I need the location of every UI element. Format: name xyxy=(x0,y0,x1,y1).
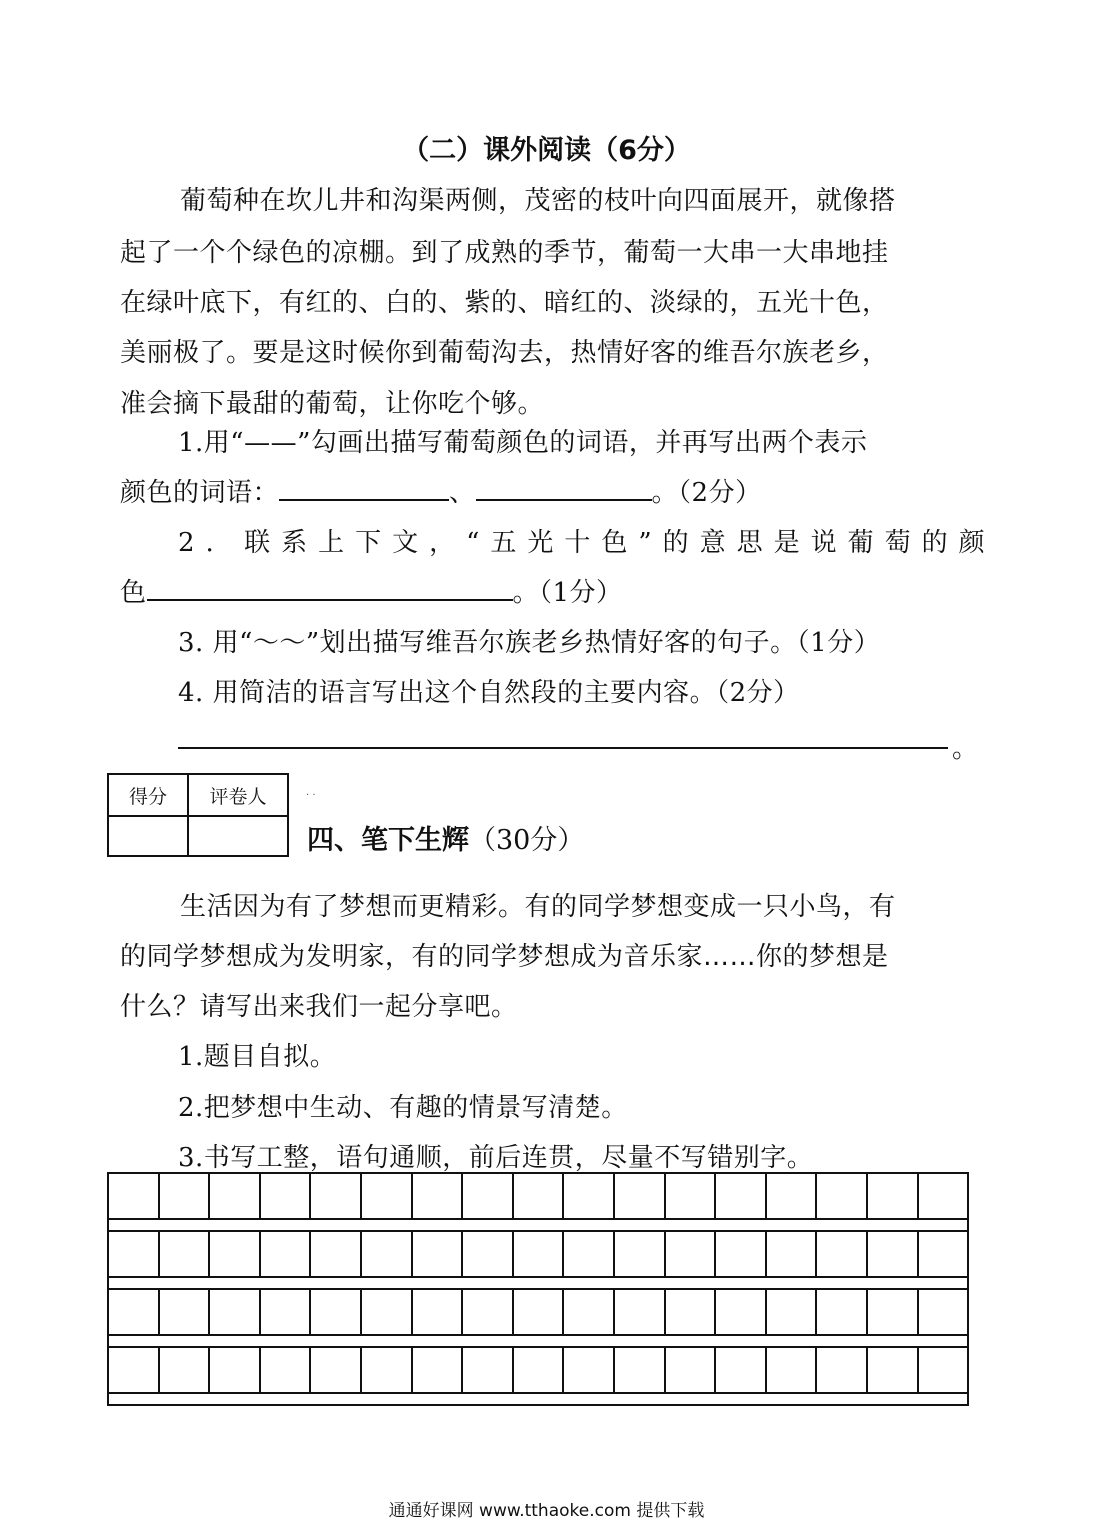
question-1-points: 。（2分） xyxy=(651,478,762,508)
stray-dots: · · xyxy=(306,790,316,801)
answer-blank-1[interactable] xyxy=(279,477,449,501)
grid-cell[interactable] xyxy=(261,1348,312,1392)
grid-cell[interactable] xyxy=(615,1348,666,1392)
question-2-prefix: 色 xyxy=(120,578,147,608)
grid-cell[interactable] xyxy=(311,1232,362,1276)
grid-cell[interactable] xyxy=(666,1232,717,1276)
grid-cell[interactable] xyxy=(463,1232,514,1276)
passage-line-1: 葡萄种在坎儿井和沟渠两侧，茂密的枝叶向四面展开，就像搭 xyxy=(180,186,896,216)
page-footer: 通通好课网 www.tthaoke.com 提供下载 xyxy=(388,1501,705,1521)
grid-cell[interactable] xyxy=(463,1348,514,1392)
grid-cell[interactable] xyxy=(160,1232,211,1276)
grid-cell[interactable] xyxy=(615,1174,666,1218)
passage-line-4: 美丽极了。要是这时候你到葡萄沟去，热情好客的维吾尔族老乡， xyxy=(120,338,889,368)
requirement-3: 3.书写工整，语句通顺，前后连贯，尽量不写错别字。 xyxy=(178,1143,814,1173)
prompt-line-1: 生活因为有了梦想而更精彩。有的同学梦想变成一只小鸟，有 xyxy=(180,892,896,922)
grid-cell[interactable] xyxy=(868,1348,919,1392)
grid-cell[interactable] xyxy=(463,1290,514,1334)
grid-cell[interactable] xyxy=(615,1232,666,1276)
question-1-text: 1.用“——”勾画出描写葡萄颜色的词语，并再写出两个表示 xyxy=(178,428,868,458)
grid-cell[interactable] xyxy=(109,1232,160,1276)
grid-cell[interactable] xyxy=(311,1290,362,1334)
grid-cell[interactable] xyxy=(261,1232,312,1276)
writing-section-heading: 四、笔下生辉 xyxy=(307,825,469,856)
grid-cell[interactable] xyxy=(413,1348,464,1392)
answer-blank-4[interactable] xyxy=(178,747,948,749)
grid-cell[interactable] xyxy=(362,1174,413,1218)
grid-cell[interactable] xyxy=(311,1348,362,1392)
grid-cell[interactable] xyxy=(666,1348,717,1392)
grid-cell[interactable] xyxy=(564,1348,615,1392)
grid-gap xyxy=(109,1276,967,1288)
grid-row xyxy=(109,1230,967,1276)
grid-cell[interactable] xyxy=(413,1174,464,1218)
question-1-prefix: 颜色的词语： xyxy=(120,478,280,508)
grid-row xyxy=(109,1346,967,1392)
grid-cell[interactable] xyxy=(261,1290,312,1334)
writing-grid xyxy=(107,1172,969,1406)
grid-row xyxy=(109,1174,967,1218)
prompt-line-3: 什么？请写出来我们一起分享吧。 xyxy=(120,992,518,1022)
grid-cell[interactable] xyxy=(615,1290,666,1334)
grid-gap xyxy=(109,1218,967,1230)
question-4-text: 4. 用简洁的语言写出这个自然段的主要内容。（2分） xyxy=(178,678,800,708)
grid-cell[interactable] xyxy=(716,1232,767,1276)
grid-cell[interactable] xyxy=(817,1290,868,1334)
writing-section-points: （30分） xyxy=(469,825,585,856)
question-2-points: 。（1分） xyxy=(512,578,623,608)
score-cell[interactable] xyxy=(108,816,188,856)
grid-cell[interactable] xyxy=(109,1174,160,1218)
grid-cell[interactable] xyxy=(160,1174,211,1218)
grid-cell[interactable] xyxy=(868,1174,919,1218)
grid-cell[interactable] xyxy=(868,1290,919,1334)
question-1-separator: 、 xyxy=(449,478,476,508)
grid-cell[interactable] xyxy=(817,1232,868,1276)
reading-section-title: （二）课外阅读（6分） xyxy=(402,135,691,166)
grid-cell[interactable] xyxy=(362,1232,413,1276)
grid-cell[interactable] xyxy=(160,1348,211,1392)
grader-header: 评卷人 xyxy=(188,774,288,816)
grid-cell[interactable] xyxy=(413,1290,464,1334)
grid-cell[interactable] xyxy=(919,1232,968,1276)
writing-section-title xyxy=(307,818,584,857)
grid-cell[interactable] xyxy=(210,1174,261,1218)
grid-cell[interactable] xyxy=(463,1174,514,1218)
grid-cell[interactable] xyxy=(514,1232,565,1276)
grid-cell[interactable] xyxy=(362,1290,413,1334)
grid-cell[interactable] xyxy=(109,1348,160,1392)
passage-line-3: 在绿叶底下，有红的、白的、紫的、暗红的、淡绿的，五光十色， xyxy=(120,288,889,318)
grid-cell[interactable] xyxy=(817,1348,868,1392)
grid-cell[interactable] xyxy=(564,1232,615,1276)
passage-line-5: 准会摘下最甜的葡萄，让你吃个够。 xyxy=(120,389,545,419)
question-1-answer-line xyxy=(120,472,762,509)
passage-line-2: 起了一个个绿色的凉棚。到了成熟的季节，葡萄一大串一大串地挂 xyxy=(120,238,889,268)
grid-cell[interactable] xyxy=(868,1232,919,1276)
grid-cell[interactable] xyxy=(767,1348,818,1392)
grid-cell[interactable] xyxy=(919,1290,968,1334)
grid-cell[interactable] xyxy=(767,1290,818,1334)
requirement-1: 1.题目自拟。 xyxy=(178,1042,337,1072)
grader-cell[interactable] xyxy=(188,816,288,856)
grid-cell[interactable] xyxy=(817,1174,868,1218)
grid-cell[interactable] xyxy=(210,1348,261,1392)
question-2-text: 2. 联系上下文，“五光十色”的意思是说葡萄的颜 xyxy=(178,528,996,558)
question-3-text: 3. 用“～～”划出描写维吾尔族老乡热情好客的句子。（1分） xyxy=(178,628,881,658)
score-table xyxy=(107,773,289,857)
grid-cell[interactable] xyxy=(413,1232,464,1276)
prompt-line-2: 的同学梦想成为发明家，有的同学梦想成为音乐家……你的梦想是 xyxy=(120,942,889,972)
grid-cell[interactable] xyxy=(767,1174,818,1218)
answer-blank-2[interactable] xyxy=(476,477,652,501)
grid-row xyxy=(109,1288,967,1334)
question-2-answer-line xyxy=(120,572,623,609)
grid-cell[interactable] xyxy=(514,1348,565,1392)
grid-cell[interactable] xyxy=(362,1348,413,1392)
grid-cell[interactable] xyxy=(109,1290,160,1334)
grid-cell[interactable] xyxy=(666,1174,717,1218)
grid-cell[interactable] xyxy=(716,1348,767,1392)
grid-cell[interactable] xyxy=(514,1174,565,1218)
question-4-end: 。 xyxy=(952,734,979,764)
grid-cell[interactable] xyxy=(767,1232,818,1276)
grid-cell[interactable] xyxy=(919,1348,968,1392)
grid-cell[interactable] xyxy=(564,1174,615,1218)
grid-cell[interactable] xyxy=(210,1290,261,1334)
grid-cell[interactable] xyxy=(210,1232,261,1276)
grid-cell[interactable] xyxy=(919,1174,968,1218)
answer-blank-3[interactable] xyxy=(147,577,513,601)
grid-cell[interactable] xyxy=(514,1290,565,1334)
requirement-2: 2.把梦想中生动、有趣的情景写清楚。 xyxy=(178,1093,628,1123)
grid-gap xyxy=(109,1334,967,1346)
score-header: 得分 xyxy=(108,774,188,816)
grid-cell[interactable] xyxy=(716,1290,767,1334)
grid-cell[interactable] xyxy=(716,1174,767,1218)
grid-gap xyxy=(109,1392,967,1404)
grid-cell[interactable] xyxy=(311,1174,362,1218)
grid-cell[interactable] xyxy=(564,1290,615,1334)
grid-cell[interactable] xyxy=(666,1290,717,1334)
grid-cell[interactable] xyxy=(160,1290,211,1334)
grid-cell[interactable] xyxy=(261,1174,312,1218)
